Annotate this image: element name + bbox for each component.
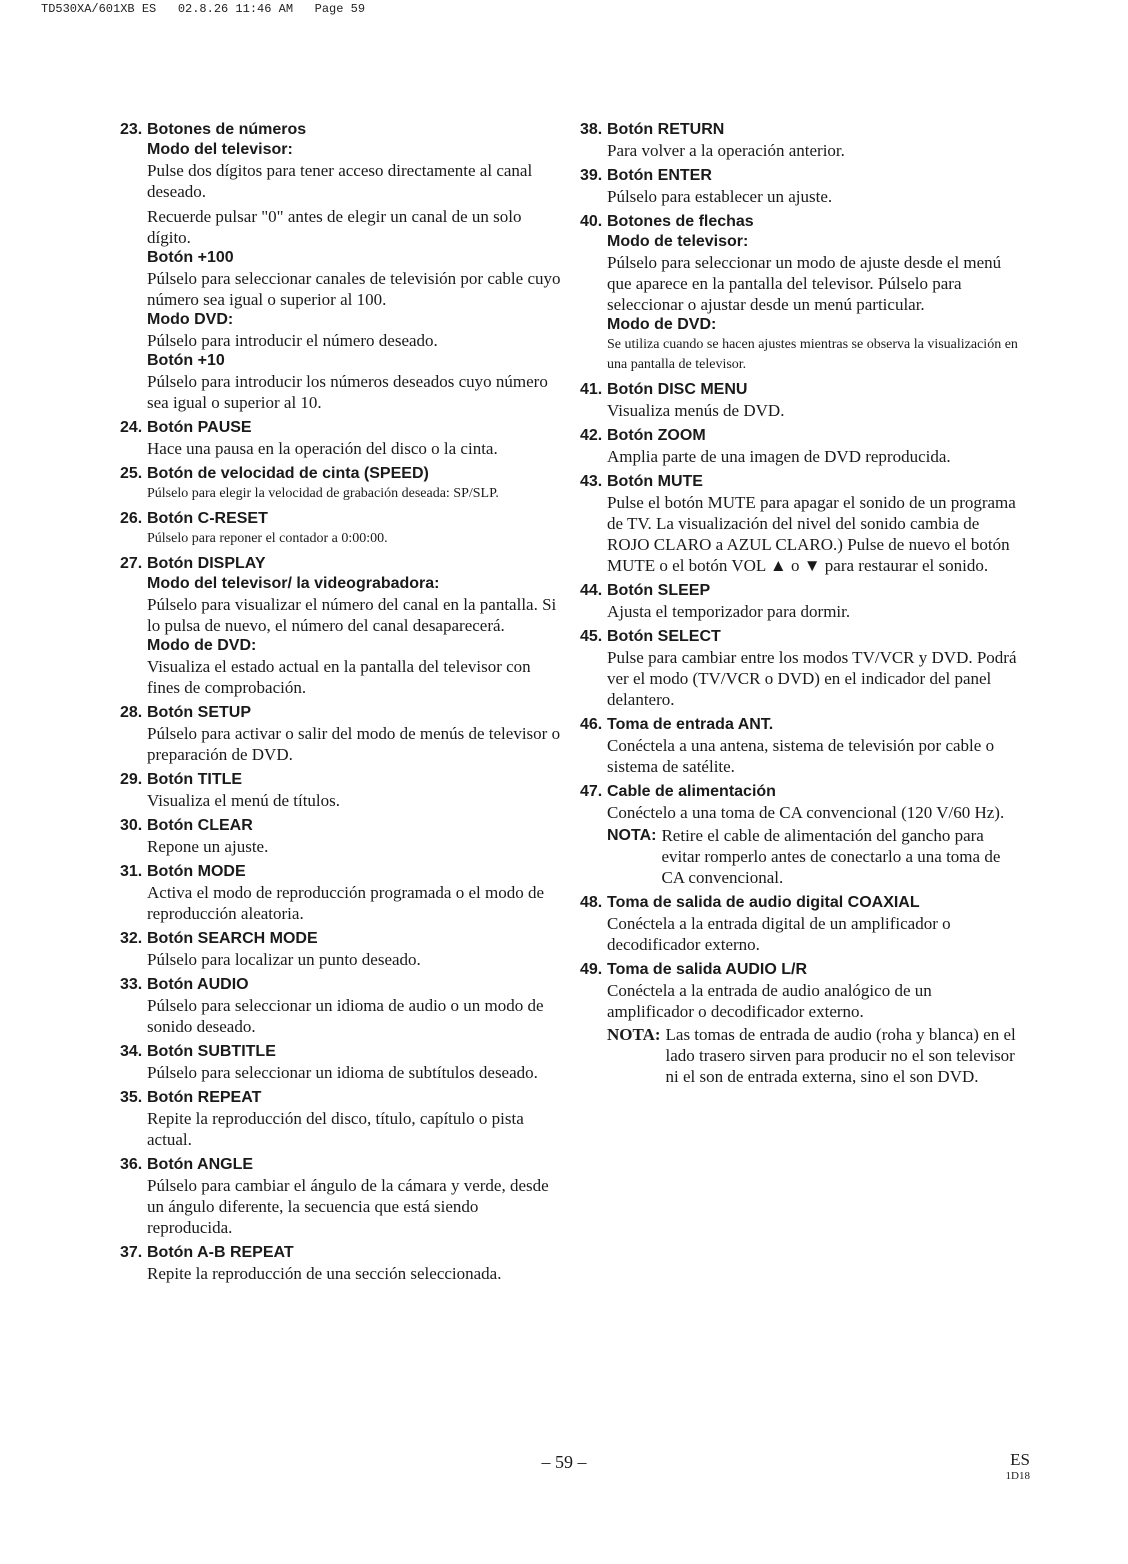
item-number: 29.	[120, 771, 143, 788]
item-body	[580, 446, 1020, 467]
item-title: Botón PAUSE	[147, 419, 252, 436]
item-body	[580, 802, 1020, 888]
list-item	[120, 929, 565, 970]
list-item	[120, 509, 565, 549]
item-number: 48.	[580, 894, 603, 911]
item-heading	[120, 1088, 565, 1108]
item-text: Pulse dos dígitos para tener acceso directamente al canal deseado.	[147, 161, 533, 201]
item-body	[120, 723, 565, 765]
item-body	[120, 1062, 565, 1083]
note-text: Retire el cable de alimentación del gancho para evitar romperlo antes de conectarlo a una toma de CA convencional.	[661, 826, 1001, 887]
item-title: Botón CLEAR	[147, 817, 253, 834]
item-text: Repone un ajuste.	[147, 837, 269, 856]
item-number: 34.	[120, 1043, 143, 1060]
item-title: Botón ANGLE	[147, 1156, 254, 1173]
list-item	[120, 1155, 565, 1238]
item-body	[580, 980, 1020, 1087]
item-heading	[580, 380, 1020, 400]
item-heading	[580, 120, 1020, 140]
item-number: 45.	[580, 628, 603, 645]
item-title: Botón de velocidad de cinta (SPEED)	[147, 465, 429, 482]
item-number: 25.	[120, 465, 143, 482]
item-title: Botón MUTE	[607, 473, 703, 490]
item-heading	[120, 929, 565, 949]
item-text: Visualiza el estado actual en la pantalla del televisor con fines de comprobación.	[147, 657, 531, 697]
note	[607, 1024, 1020, 1087]
item-heading	[580, 166, 1020, 186]
list-item	[580, 715, 1020, 777]
item-text: Pulse el botón MUTE para apagar el sonido de un programa de TV. La visualización del nivel del sonido cambia de ROJO CLARO a AZUL CLARO.) Pulse de nuevo el botón MUTE o el botón VOL ▲ o ▼ para restaurar el sonido.	[607, 493, 1016, 575]
item-text: Hace una pausa en la operación del disco o la cinta.	[147, 439, 498, 458]
list-item	[120, 554, 565, 698]
item-text: Conéctelo a una toma de CA convencional (120 V/60 Hz).	[607, 803, 1005, 822]
item-title: Botón MODE	[147, 863, 246, 880]
item-title: Botón SLEEP	[607, 582, 711, 599]
item-text: Conéctela a la entrada de audio analógico de un amplificador o decodificador externo.	[607, 981, 932, 1021]
item-heading	[580, 960, 1020, 980]
item-text: Púlselo para seleccionar canales de televisión por cable cuyo número sea igual o superior al 100.	[147, 269, 561, 309]
list-item	[120, 703, 565, 765]
item-text: Ajusta el temporizador para dormir.	[607, 602, 851, 621]
item-heading	[120, 703, 565, 723]
right-column	[580, 120, 1020, 1092]
item-text: Púlselo para seleccionar un modo de ajuste desde el menú que aparece en la pantalla del televisor. Púlselo para seleccionar o ajustar desde un menú particular.	[607, 253, 1002, 314]
list-item	[580, 380, 1020, 421]
list-item	[580, 212, 1020, 375]
item-number: 30.	[120, 817, 143, 834]
item-text: Pulse para cambiar entre los modos TV/VCR y DVD. Podrá ver el modo (TV/VCR o DVD) en el indicador del panel delantero.	[607, 648, 1017, 709]
item-subheading: Botón +100	[147, 249, 234, 266]
list-item	[580, 960, 1020, 1087]
item-text: Se utiliza cuando se hacen ajustes mientras se observa la visualización en una pantalla de televisor.	[607, 337, 1018, 372]
item-heading	[120, 418, 565, 438]
item-title: Botón SETUP	[147, 704, 251, 721]
item-heading	[120, 1155, 565, 1175]
item-heading	[120, 975, 565, 995]
list-item	[120, 770, 565, 811]
list-item	[580, 166, 1020, 207]
item-body	[120, 140, 565, 413]
list-item	[120, 975, 565, 1037]
item-number: 38.	[580, 121, 603, 138]
item-title: Botón SELECT	[607, 628, 721, 645]
item-title: Botón DISPLAY	[147, 555, 266, 572]
item-body	[120, 574, 565, 698]
item-title: Botones de números	[147, 121, 307, 138]
item-subheading: Modo de DVD:	[607, 316, 717, 333]
item-body	[580, 186, 1020, 207]
item-number: 28.	[120, 704, 143, 721]
item-title: Toma de salida de audio digital COAXIAL	[607, 894, 920, 911]
item-number: 44.	[580, 582, 603, 599]
item-subheading: Modo del televisor/ la videograbadora:	[147, 575, 440, 592]
item-number: 31.	[120, 863, 143, 880]
item-subheading: Modo del televisor:	[147, 141, 293, 158]
item-body	[580, 492, 1020, 576]
item-number: 46.	[580, 716, 603, 733]
list-item	[120, 816, 565, 857]
item-heading	[120, 1042, 565, 1062]
item-body	[120, 790, 565, 811]
item-heading	[580, 782, 1020, 802]
item-text: Repite la reproducción del disco, título, capítulo o pista actual.	[147, 1109, 524, 1149]
item-number: 24.	[120, 419, 143, 436]
item-heading	[120, 770, 565, 790]
item-subheading: Modo DVD:	[147, 311, 234, 328]
item-subheading: Botón +10	[147, 352, 225, 369]
item-number: 35.	[120, 1089, 143, 1106]
list-item	[580, 120, 1020, 161]
item-heading	[120, 816, 565, 836]
item-number: 39.	[580, 167, 603, 184]
item-title: Botón REPEAT	[147, 1089, 262, 1106]
item-body	[580, 400, 1020, 421]
list-item	[580, 627, 1020, 710]
item-title: Botón RETURN	[607, 121, 725, 138]
item-text: Púlselo para introducir los números deseados cuyo número sea igual o superior al 10.	[147, 372, 548, 412]
item-body	[580, 913, 1020, 955]
item-number: 32.	[120, 930, 143, 947]
list-item	[120, 464, 565, 504]
item-heading	[580, 715, 1020, 735]
item-text: Visualiza menús de DVD.	[607, 401, 785, 420]
item-body	[580, 140, 1020, 161]
item-body	[120, 882, 565, 924]
list-item	[580, 782, 1020, 888]
item-body	[580, 601, 1020, 622]
document-code: 1D18	[1005, 1470, 1030, 1482]
item-heading	[120, 120, 565, 140]
item-text: Conéctela a la entrada digital de un amplificador o decodificador externo.	[607, 914, 951, 954]
item-body	[120, 995, 565, 1037]
list-item	[580, 893, 1020, 955]
item-text: Púlselo para establecer un ajuste.	[607, 187, 833, 206]
item-title: Cable de alimentación	[607, 783, 776, 800]
item-title: Botón DISC MENU	[607, 381, 748, 398]
item-text: Púlselo para introducir el número deseado.	[147, 331, 438, 350]
list-item	[120, 1042, 565, 1083]
item-text: Púlselo para elegir la velocidad de grabación deseada: SP/SLP.	[147, 486, 499, 501]
item-body	[580, 735, 1020, 777]
item-number: 47.	[580, 783, 603, 800]
item-number: 40.	[580, 213, 603, 230]
list-item	[120, 862, 565, 924]
item-text: Púlselo para reponer el contador a 0:00:00.	[147, 531, 388, 546]
item-heading	[580, 893, 1020, 913]
item-text: Recuerde pulsar "0" antes de elegir un canal de un solo dígito.	[147, 207, 522, 247]
item-number: 33.	[120, 976, 143, 993]
item-body	[580, 647, 1020, 710]
item-text: Púlselo para cambiar el ángulo de la cámara y verde, desde un ángulo diferente, la secuencia que está siendo reproducida.	[147, 1176, 549, 1237]
item-text: Activa el modo de reproducción programada o el modo de reproducción aleatoria.	[147, 883, 545, 923]
item-title: Botón SUBTITLE	[147, 1043, 276, 1060]
item-heading	[580, 426, 1020, 446]
item-heading	[580, 472, 1020, 492]
item-subheading: Modo de televisor:	[607, 233, 749, 250]
item-number: 43.	[580, 473, 603, 490]
item-number: 37.	[120, 1244, 143, 1261]
note-label: NOTA:	[607, 1025, 661, 1044]
language-code: ES	[1010, 1450, 1030, 1469]
item-text: Para volver a la operación anterior.	[607, 141, 845, 160]
item-heading	[120, 464, 565, 484]
item-body	[120, 484, 565, 504]
item-title: Botones de flechas	[607, 213, 754, 230]
item-body	[120, 1108, 565, 1150]
note	[607, 825, 1020, 888]
item-text: Púlselo para activar o salir del modo de menús de televisor o preparación de DVD.	[147, 724, 561, 764]
page-header: TD530XA/601XB ES 02.8.26 11:46 AM Page 59	[41, 2, 366, 16]
item-title: Botón ENTER	[607, 167, 712, 184]
note-text: Las tomas de entrada de audio (roha y blanca) en el lado trasero sirven para producir no el son televisor ni el son de entrada externa, sino el son DVD.	[665, 1025, 1016, 1086]
item-heading	[580, 581, 1020, 601]
item-text: Púlselo para localizar un punto deseado.	[147, 950, 421, 969]
footer-language	[1000, 1450, 1030, 1483]
item-number: 26.	[120, 510, 143, 527]
item-heading	[580, 212, 1020, 232]
item-title: Botón A-B REPEAT	[147, 1244, 294, 1261]
item-heading	[120, 554, 565, 574]
item-text: Visualiza el menú de títulos.	[147, 791, 341, 810]
item-body	[120, 836, 565, 857]
list-item	[580, 581, 1020, 622]
item-title: Toma de entrada ANT.	[607, 716, 774, 733]
item-title: Botón TITLE	[147, 771, 243, 788]
item-text: Púlselo para seleccionar un idioma de subtítulos deseado.	[147, 1063, 538, 1082]
item-number: 23.	[120, 121, 143, 138]
item-body	[580, 232, 1020, 375]
item-heading	[120, 1243, 565, 1263]
item-text: Repite la reproducción de una sección seleccionada.	[147, 1264, 502, 1283]
item-number: 27.	[120, 555, 143, 572]
item-heading	[120, 509, 565, 529]
item-title: Botón C-RESET	[147, 510, 268, 527]
item-number: 41.	[580, 381, 603, 398]
item-title: Botón SEARCH MODE	[147, 930, 318, 947]
item-number: 49.	[580, 961, 603, 978]
item-body	[120, 529, 565, 549]
item-title: Botón ZOOM	[607, 427, 706, 444]
item-body	[120, 1263, 565, 1284]
list-item	[120, 1088, 565, 1150]
list-item	[120, 418, 565, 459]
item-number: 36.	[120, 1156, 143, 1173]
item-subheading: Modo de DVD:	[147, 637, 257, 654]
item-body	[120, 1175, 565, 1238]
list-item	[580, 472, 1020, 576]
item-number: 42.	[580, 427, 603, 444]
item-heading	[580, 627, 1020, 647]
list-item	[120, 1243, 565, 1284]
item-heading	[120, 862, 565, 882]
item-text: Amplia parte de una imagen de DVD reproducida.	[607, 447, 951, 466]
list-item	[120, 120, 565, 413]
left-column	[120, 120, 565, 1289]
note-label: NOTA:	[607, 827, 657, 844]
item-text: Púlselo para visualizar el número del canal en la pantalla. Si lo pulsa de nuevo, el número del canal desaparecerá.	[147, 595, 557, 635]
list-item	[580, 426, 1020, 467]
item-text: Púlselo para seleccionar un idioma de audio o un modo de sonido deseado.	[147, 996, 544, 1036]
item-body	[120, 949, 565, 970]
item-title: Toma de salida AUDIO L/R	[607, 961, 808, 978]
item-title: Botón AUDIO	[147, 976, 249, 993]
page-number: – 59 –	[541, 1452, 587, 1472]
item-body	[120, 438, 565, 459]
item-text: Conéctela a una antena, sistema de televisión por cable o sistema de satélite.	[607, 736, 995, 776]
